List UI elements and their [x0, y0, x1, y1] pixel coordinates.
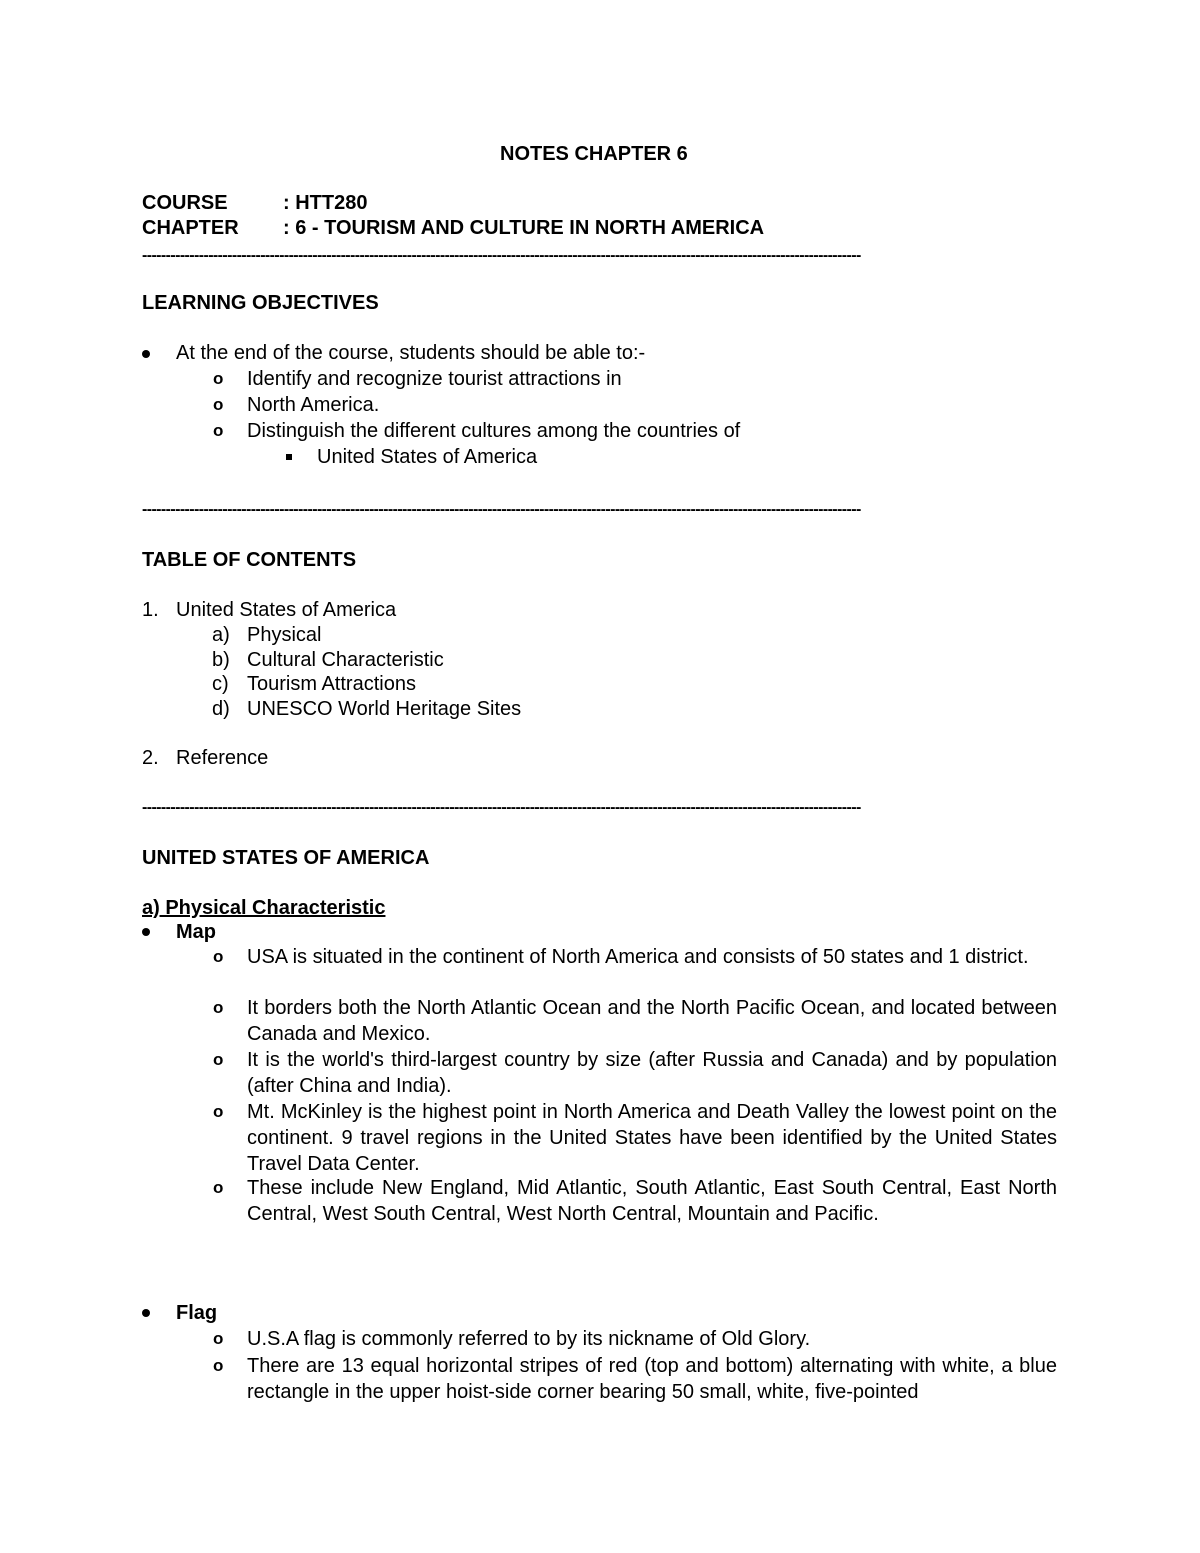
course-label: COURSE: [142, 192, 228, 214]
map-label: Map: [176, 921, 216, 943]
objective-item: Distinguish the different cultures among the countries of: [247, 420, 741, 442]
circle-bullet-icon: o: [213, 1102, 224, 1121]
objectives-heading: LEARNING OBJECTIVES: [142, 292, 379, 314]
map-point: Mt. McKinley is the highest point in North America and Death Valley the lowest point on the continent. 9 travel regions in the United States have been identified by the United States Travel Data Center.: [247, 1101, 1057, 1175]
flag-label: Flag: [176, 1302, 218, 1324]
toc-subitem: Cultural Characteristic: [247, 649, 444, 671]
toc-subitem: Physical: [247, 624, 322, 646]
subsection-heading: a) Physical Characteristic: [142, 897, 386, 919]
objective-item: North America.: [247, 394, 380, 416]
separator-line: --------------------------------------------------------------------------------------------------------------------------------------------------------: [142, 799, 861, 816]
chapter-value: : 6 - TOURISM AND CULTURE IN NORTH AMERICA: [283, 217, 765, 239]
objectives-intro: At the end of the course, students should be able to:-: [176, 342, 646, 364]
map-point: It is the world's third-largest country by size (after Russia and Canada) and by population (after China and India).: [247, 1049, 1057, 1097]
circle-bullet-icon: o: [213, 1329, 224, 1348]
toc-item: United States of America: [176, 599, 397, 621]
objective-item: Identify and recognize tourist attractions in: [247, 368, 622, 390]
toc-item-number: 1.: [142, 599, 159, 621]
toc-subitem: Tourism Attractions: [247, 673, 416, 695]
map-point: It borders both the North Atlantic Ocean and the North Pacific Ocean, and located between Canada and Mexico.: [247, 997, 1057, 1045]
toc-heading: TABLE OF CONTENTS: [142, 549, 357, 571]
toc-subitem-letter: a): [212, 624, 230, 646]
map-point: USA is situated in the continent of North America and consists of 50 states and 1 district.: [247, 946, 1029, 968]
circle-bullet-icon: o: [213, 1178, 224, 1197]
circle-bullet-icon: o: [213, 421, 224, 440]
square-bullet-icon: [286, 454, 292, 460]
page-title: NOTES CHAPTER 6: [500, 143, 688, 165]
separator-line: --------------------------------------------------------------------------------------------------------------------------------------------------------: [142, 247, 861, 264]
map-point: These include New England, Mid Atlantic, South Atlantic, East South Central, East North Central, West South Central, West North Central, Mountain and Pacific.: [247, 1177, 1057, 1225]
bullet-icon: [142, 350, 150, 358]
circle-bullet-icon: o: [213, 369, 224, 388]
circle-bullet-icon: o: [213, 1050, 224, 1069]
circle-bullet-icon: o: [213, 947, 224, 966]
course-value: : HTT280: [283, 192, 368, 214]
objective-sub-item: United States of America: [317, 446, 538, 468]
toc-subitem-letter: c): [212, 673, 229, 695]
separator-line: --------------------------------------------------------------------------------------------------------------------------------------------------------: [142, 501, 861, 518]
flag-point: U.S.A flag is commonly referred to by its nickname of Old Glory.: [247, 1328, 811, 1350]
section-heading: UNITED STATES OF AMERICA: [142, 847, 430, 869]
toc-item-number: 2.: [142, 747, 159, 769]
toc-subitem: UNESCO World Heritage Sites: [247, 698, 522, 720]
bullet-icon: [142, 928, 150, 936]
circle-bullet-icon: o: [213, 1356, 224, 1375]
circle-bullet-icon: o: [213, 395, 224, 414]
toc-subitem-letter: d): [212, 698, 230, 720]
flag-point: There are 13 equal horizontal stripes of red (top and bottom) alternating with white, a blue rectangle in the upper hoist-side corner bearing 50 small, white, five-pointed: [247, 1355, 1057, 1403]
toc-subitem-letter: b): [212, 649, 230, 671]
chapter-label: CHAPTER: [142, 217, 239, 239]
circle-bullet-icon: o: [213, 998, 224, 1017]
toc-item: Reference: [176, 747, 269, 769]
bullet-icon: [142, 1309, 150, 1317]
